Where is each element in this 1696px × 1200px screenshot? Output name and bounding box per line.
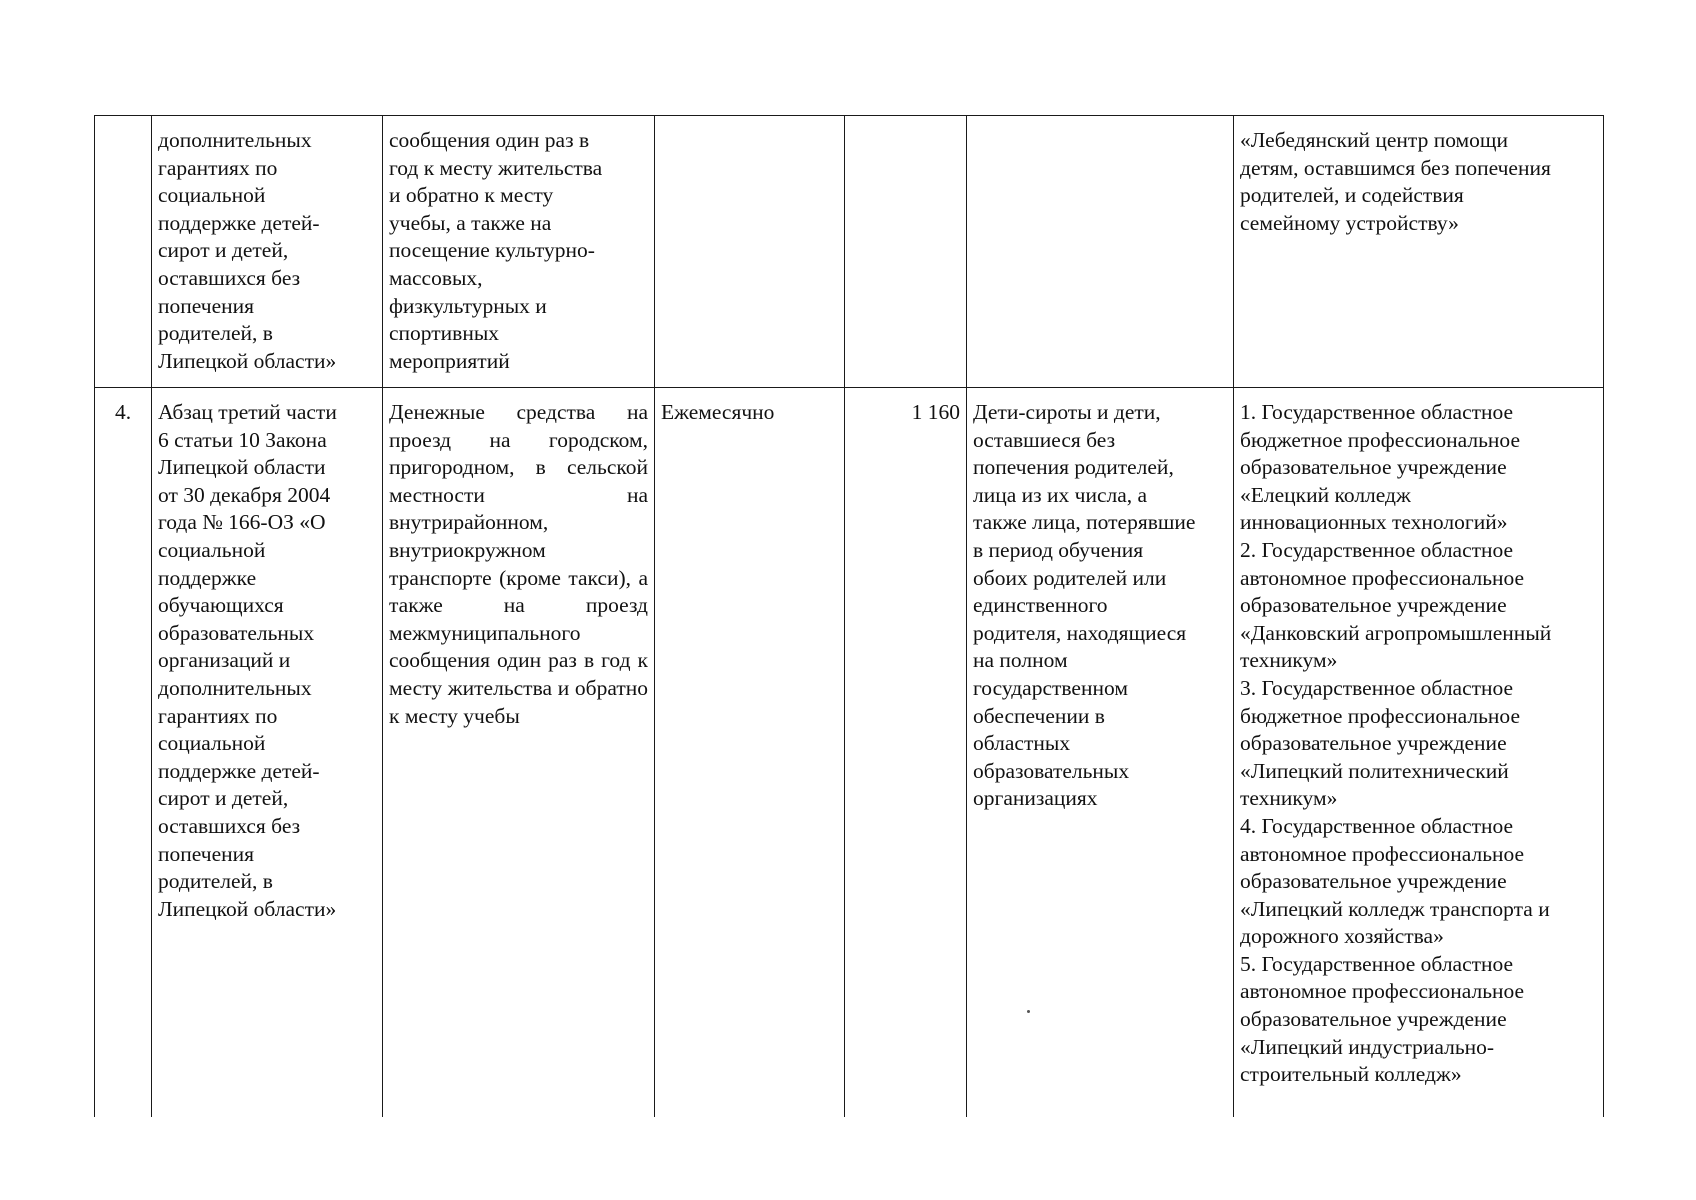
- amount-cell: 1 160: [845, 388, 967, 1118]
- frequency-cell: [655, 116, 845, 388]
- table-row: [95, 388, 1604, 1118]
- organizations-cell: [1234, 116, 1604, 388]
- organization-item: 1. Государственное областное бюджетное профессиональное образовательное учреждение «Елецкий колледж инновационных технологий»: [1240, 400, 1520, 535]
- organization-item: 2. Государственное областное автономное профессиональное образовательное учреждение «Данковский агропромышленный техникум»: [1240, 537, 1552, 673]
- legal-basis-cell: Абзац третий части 6 статьи 10 Закона Липецкой области от 30 декабря 2004 года № 166-ОЗ «О социальной поддержке обучающихся образовательных организаций и дополнительных гарантиях по социальной поддержке детей- сирот и детей, оставшихся без попечения родителей, в Липецкой области»: [152, 388, 383, 1118]
- row-number-cell: [95, 116, 152, 388]
- amount-cell: [845, 116, 967, 388]
- scan-speck: [1027, 1010, 1030, 1013]
- organizations-list: [1240, 399, 1597, 1089]
- organizations-cell: [1234, 388, 1604, 1118]
- benefits-table: [94, 115, 1604, 1117]
- recipients-cell: Дети-сироты и дети, оставшиеся без попечения родителей, лица из их числа, а также лица, потерявшие в период обучения обоих родителей или единственного родителя, находящиеся на полном государственном обеспечении в областных образовательных организациях: [967, 388, 1234, 1118]
- legal-basis-cell: дополнительных гарантиях по социальной поддержке детей- сирот и детей, оставшихся без попечения родителей, в Липецкой области»: [152, 116, 383, 388]
- row-number-cell: 4.: [95, 388, 152, 1118]
- benefit-description-cell: Денежные средства на проезд на городском, пригородном, в сельской местности на внутрирайонном, внутриокружном транспорте (кроме такси), а также на проезд межмуниципального сообщения один раз в год к месту жительства и обратно к месту учебы: [383, 388, 655, 1118]
- organization-item: 5. Государственное областное автономное профессиональное образовательное учреждение «Липецкий индустриально- строительный колледж»: [1240, 951, 1525, 1087]
- recipients-cell: [967, 116, 1234, 388]
- organization-item: «Лебедянский центр помощи детям, оставшимся без попечения родителей, и содействия семейному устройству»: [1240, 128, 1551, 235]
- benefit-description-cell: сообщения один раз в год к месту жительства и обратно к месту учебы, а также на посещение культурно- массовых, физкультурных и спортивных мероприятий: [383, 116, 655, 388]
- table-row: [95, 116, 1604, 388]
- frequency-cell: Ежемесячно: [655, 388, 845, 1118]
- organization-item: 3. Государственное областное бюджетное профессиональное образовательное учреждение «Липецкий политехнический техникум»: [1240, 675, 1520, 811]
- organizations-list: [1240, 127, 1597, 237]
- organization-item: 4. Государственное областное автономное профессиональное образовательное учреждение «Липецкий колледж транспорта и дорожного хозяйства»: [1240, 813, 1550, 949]
